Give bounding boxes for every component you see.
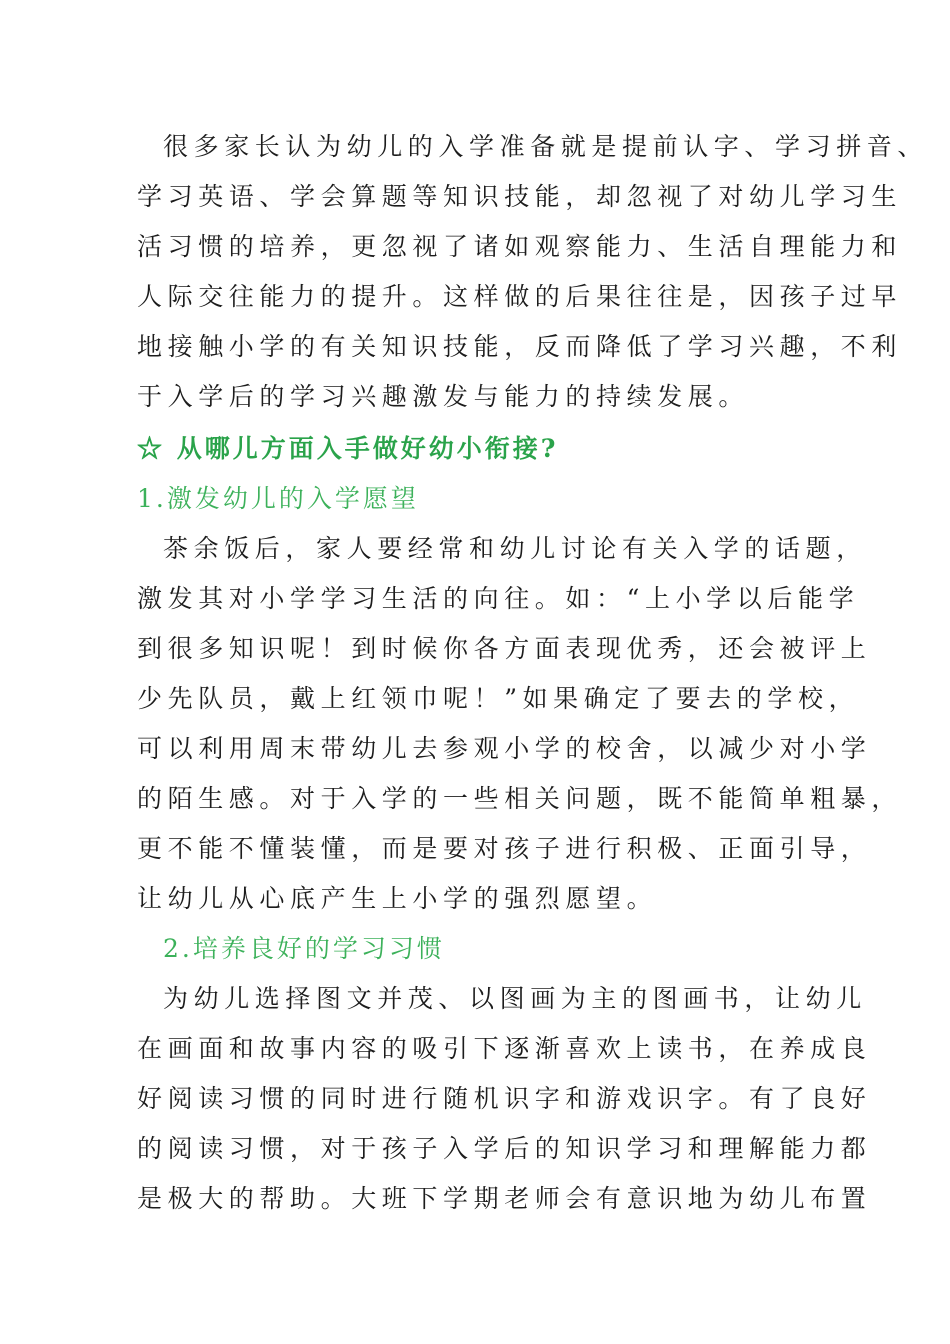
paragraph-1-line-1: 很多家长认为幼儿的入学准备就是提前认字、学习拼音、	[163, 132, 929, 161]
subsection-2-line-5: 是极大的帮助。大班下学期老师会有意识地为幼儿布置	[137, 1184, 872, 1213]
subsection-1-line-5: 可以利用周末带幼儿去参观小学的校舍，以减少对小学	[137, 734, 872, 763]
subsection-1-line-7: 更不能不懂装懂，而是要对孩子进行积极、正面引导，	[137, 834, 872, 863]
subsection-2-line-3: 好阅读习惯的同时进行随机识字和游戏识字。有了良好	[137, 1084, 872, 1113]
subsection-1-line-2: 激发其对小学学习生活的向往。如：“上小学以后能学	[137, 584, 860, 613]
paragraph-1-line-5: 地接触小学的有关知识技能，反而降低了学习兴趣，不利	[137, 332, 903, 361]
subsection-2-line-4: 的阅读习惯，对于孩子入学后的知识学习和理解能力都	[137, 1134, 872, 1163]
subsection-1-line-8: 让幼儿从心底产生上小学的强烈愿望。	[137, 884, 658, 913]
subsection-1-line-6: 的陌生感。对于入学的一些相关问题，既不能简单粗暴，	[137, 784, 903, 813]
paragraph-1-line-6: 于入学后的学习兴趣激发与能力的持续发展。	[137, 382, 750, 411]
subsection-2-title: 2.培养良好的学习习惯	[163, 934, 445, 963]
subsection-1-line-4: 少先队员，戴上红领巾呢！”如果确定了要去的学校，	[137, 684, 860, 713]
paragraph-1-line-4: 人际交往能力的提升。这样做的后果往往是，因孩子过早	[137, 282, 903, 311]
subsection-1-line-3: 到很多知识呢！到时候你各方面表现优秀，还会被评上	[137, 634, 872, 663]
subsection-2-line-2: 在画面和故事内容的吸引下逐渐喜欢上读书，在养成良	[137, 1034, 872, 1063]
subsection-1-line-1: 茶余饭后，家人要经常和幼儿讨论有关入学的话题，	[163, 534, 867, 563]
section-heading: ☆ 从哪儿方面入手做好幼小衔接?	[137, 434, 559, 463]
paragraph-1-line-3: 活习惯的培养，更忽视了诸如观察能力、生活自理能力和	[137, 232, 903, 261]
subsection-2-line-1: 为幼儿选择图文并茂、以图画为主的图画书，让幼儿	[163, 984, 867, 1013]
subsection-1-title: 1.激发幼儿的入学愿望	[137, 484, 419, 513]
paragraph-1-line-2: 学习英语、学会算题等知识技能，却忽视了对幼儿学习生	[137, 182, 903, 211]
